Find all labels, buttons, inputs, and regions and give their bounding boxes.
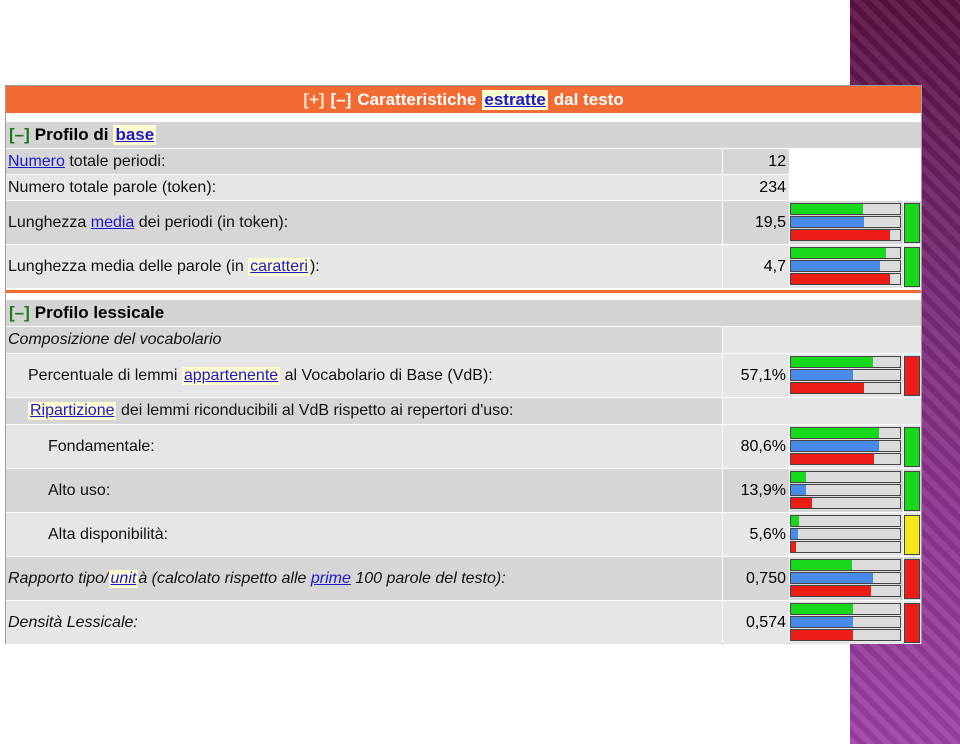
expand-all-toggle[interactable]: [+]: [303, 89, 325, 109]
label-text: al Vocabolario di Base (VdB):: [284, 366, 493, 384]
label-cell: [6, 149, 722, 174]
link-prime[interactable]: prime: [310, 569, 351, 587]
row-lunghezza-periodi: [6, 201, 921, 244]
row-fondamentale: [6, 425, 921, 468]
section-profilo-base: [6, 122, 921, 148]
section-toggle[interactable]: [–]: [9, 303, 30, 322]
green-bar-track: [790, 427, 901, 439]
section-profilo-lessicale: [6, 300, 921, 326]
row-composizione: [6, 327, 921, 353]
indicator-green: [904, 247, 920, 287]
red-bar: [791, 542, 796, 552]
label-cell: Numero totale parole (token):: [6, 175, 722, 200]
status-indicator: [904, 557, 921, 600]
label-cell: Fondamentale:: [6, 425, 722, 468]
green-bar-track: [790, 603, 901, 615]
label-cell: [6, 557, 722, 600]
label-text: Rapporto tipo/: [8, 569, 109, 587]
indicator-green: [904, 427, 920, 467]
link-appartenente[interactable]: appartenente: [183, 366, 279, 384]
green-bar-track: [790, 471, 901, 483]
subsection-title: Composizione del vocabolario: [6, 327, 722, 353]
blue-bar-track: [790, 484, 901, 496]
green-bar: [791, 204, 863, 214]
red-bar: [791, 274, 890, 284]
red-bar-track: [790, 541, 901, 553]
green-bar: [791, 472, 806, 482]
label-text: Lunghezza media delle parole (in: [8, 257, 244, 275]
green-bar-track: [790, 247, 901, 259]
label-cell: [6, 201, 722, 244]
status-indicator: [904, 469, 921, 512]
label-text: dei lemmi riconducibili al VdB rispetto ai repertori d'uso:: [120, 402, 514, 419]
label-cell: Alta disponibilità:: [6, 513, 722, 556]
features-panel: [5, 85, 922, 644]
link-media[interactable]: media: [90, 213, 135, 231]
indicator-red: [904, 603, 920, 643]
blue-bar: [791, 617, 853, 627]
comparison-bars: [790, 557, 903, 600]
value-cell: 13,9%: [723, 469, 789, 512]
bar-group: [790, 203, 903, 243]
red-bar-track: [790, 629, 901, 641]
red-bar: [791, 498, 812, 508]
value-cell: 57,1%: [723, 354, 789, 397]
value-cell: 234: [723, 175, 789, 200]
section-title: Profilo lessicale: [34, 303, 165, 322]
bar-group: [790, 471, 903, 511]
blue-bar: [791, 217, 864, 227]
link-unit[interactable]: unit: [110, 569, 137, 587]
label-text: totale periodi:: [69, 152, 166, 170]
comparison-bars: [790, 425, 903, 468]
label-text: ):: [309, 257, 320, 275]
section-divider: [6, 290, 921, 293]
row-ripartizione: [6, 398, 921, 424]
label-text: Lunghezza: [8, 213, 87, 231]
comparison-bars: [790, 245, 903, 288]
comparison-bars: [790, 601, 903, 644]
blue-bar: [791, 441, 879, 451]
row-numero-periodi: [6, 149, 921, 174]
link-caratteri[interactable]: caratteri: [250, 257, 308, 275]
header-title-suffix: dal testo: [553, 89, 624, 109]
row-percentuale-vdb: [6, 354, 921, 397]
comparison-bars: [790, 201, 903, 244]
label-cell: [6, 398, 722, 424]
label-cell: [6, 354, 722, 397]
row-rapporto-tipo-unita: [6, 557, 921, 600]
indicator-green: [904, 203, 920, 243]
label-cell: Densità Lessicale:: [6, 601, 722, 644]
section-title: Profilo di: [34, 125, 109, 144]
green-bar: [791, 560, 852, 570]
status-indicator: [904, 201, 921, 244]
bar-group: [790, 559, 903, 599]
blue-bar-track: [790, 369, 901, 381]
status-indicator: [904, 354, 921, 397]
bar-group: [790, 247, 903, 287]
green-bar: [791, 357, 873, 367]
value-cell: 4,7: [723, 245, 789, 288]
value-cell: 0,574: [723, 601, 789, 644]
header-title: Caratteristiche: [357, 89, 477, 109]
status-indicator: [904, 245, 921, 288]
bar-group: [790, 515, 903, 555]
section-toggle[interactable]: [–]: [9, 125, 30, 144]
green-bar-track: [790, 559, 901, 571]
blue-bar-track: [790, 440, 901, 452]
label-text: à (calcolato rispetto alle: [138, 569, 307, 587]
red-bar: [791, 230, 890, 240]
status-indicator: [904, 601, 921, 644]
green-bar: [791, 604, 853, 614]
collapse-all-toggle[interactable]: [–]: [330, 89, 352, 109]
blue-bar: [791, 573, 873, 583]
row-alto-uso: [6, 469, 921, 512]
value-cell: 12: [723, 149, 789, 174]
green-bar: [791, 516, 799, 526]
label-text: 100 parole del testo):: [355, 569, 506, 587]
link-base[interactable]: base: [115, 125, 155, 144]
green-bar-track: [790, 203, 901, 215]
red-bar-track: [790, 382, 901, 394]
red-bar: [791, 586, 871, 596]
blue-bar-track: [790, 216, 901, 228]
green-bar: [791, 428, 879, 438]
blue-bar-track: [790, 616, 901, 628]
red-bar-track: [790, 273, 901, 285]
value-cell: 5,6%: [723, 513, 789, 556]
label-text: dei periodi (in token):: [138, 213, 289, 231]
bar-group: [790, 427, 903, 467]
header-link-estratte[interactable]: estratte: [484, 89, 546, 109]
blue-bar-track: [790, 260, 901, 272]
link-ripartizione[interactable]: Ripartizione: [30, 402, 115, 419]
green-bar-track: [790, 356, 901, 368]
blue-bar: [791, 485, 806, 495]
indicator-green: [904, 471, 920, 511]
red-bar-track: [790, 453, 901, 465]
comparison-bars: [790, 513, 903, 556]
green-bar: [791, 248, 886, 258]
red-bar: [791, 383, 864, 393]
value-cell: 80,6%: [723, 425, 789, 468]
empty-cell: [723, 398, 921, 424]
bar-group: [790, 356, 903, 396]
status-indicator: [904, 513, 921, 556]
red-bar-track: [790, 497, 901, 509]
blue-bar-track: [790, 528, 901, 540]
red-bar: [791, 454, 874, 464]
blue-bar: [791, 529, 798, 539]
bar-group: [790, 603, 903, 643]
label-cell: Alto uso:: [6, 469, 722, 512]
red-bar: [791, 630, 853, 640]
indicator-red: [904, 356, 920, 396]
link-numero[interactable]: Numero: [8, 152, 65, 170]
red-bar-track: [790, 585, 901, 597]
comparison-bars: [790, 354, 903, 397]
blue-bar-track: [790, 572, 901, 584]
green-bar-track: [790, 515, 901, 527]
blue-bar: [791, 370, 853, 380]
label-cell: [6, 245, 722, 288]
row-lunghezza-parole: [6, 245, 921, 288]
empty-cell: [723, 327, 921, 353]
value-cell: 0,750: [723, 557, 789, 600]
row-numero-parole: [6, 175, 921, 200]
blue-bar: [791, 261, 880, 271]
row-alta-disponibilita: [6, 513, 921, 556]
panel-header: [6, 86, 921, 113]
indicator-red: [904, 559, 920, 599]
value-cell: 19,5: [723, 201, 789, 244]
row-densita-lessicale: [6, 601, 921, 644]
status-indicator: [904, 425, 921, 468]
comparison-bars: [790, 469, 903, 512]
label-text: Percentuale di lemmi: [28, 366, 178, 384]
red-bar-track: [790, 229, 901, 241]
indicator-yellow: [904, 515, 920, 555]
